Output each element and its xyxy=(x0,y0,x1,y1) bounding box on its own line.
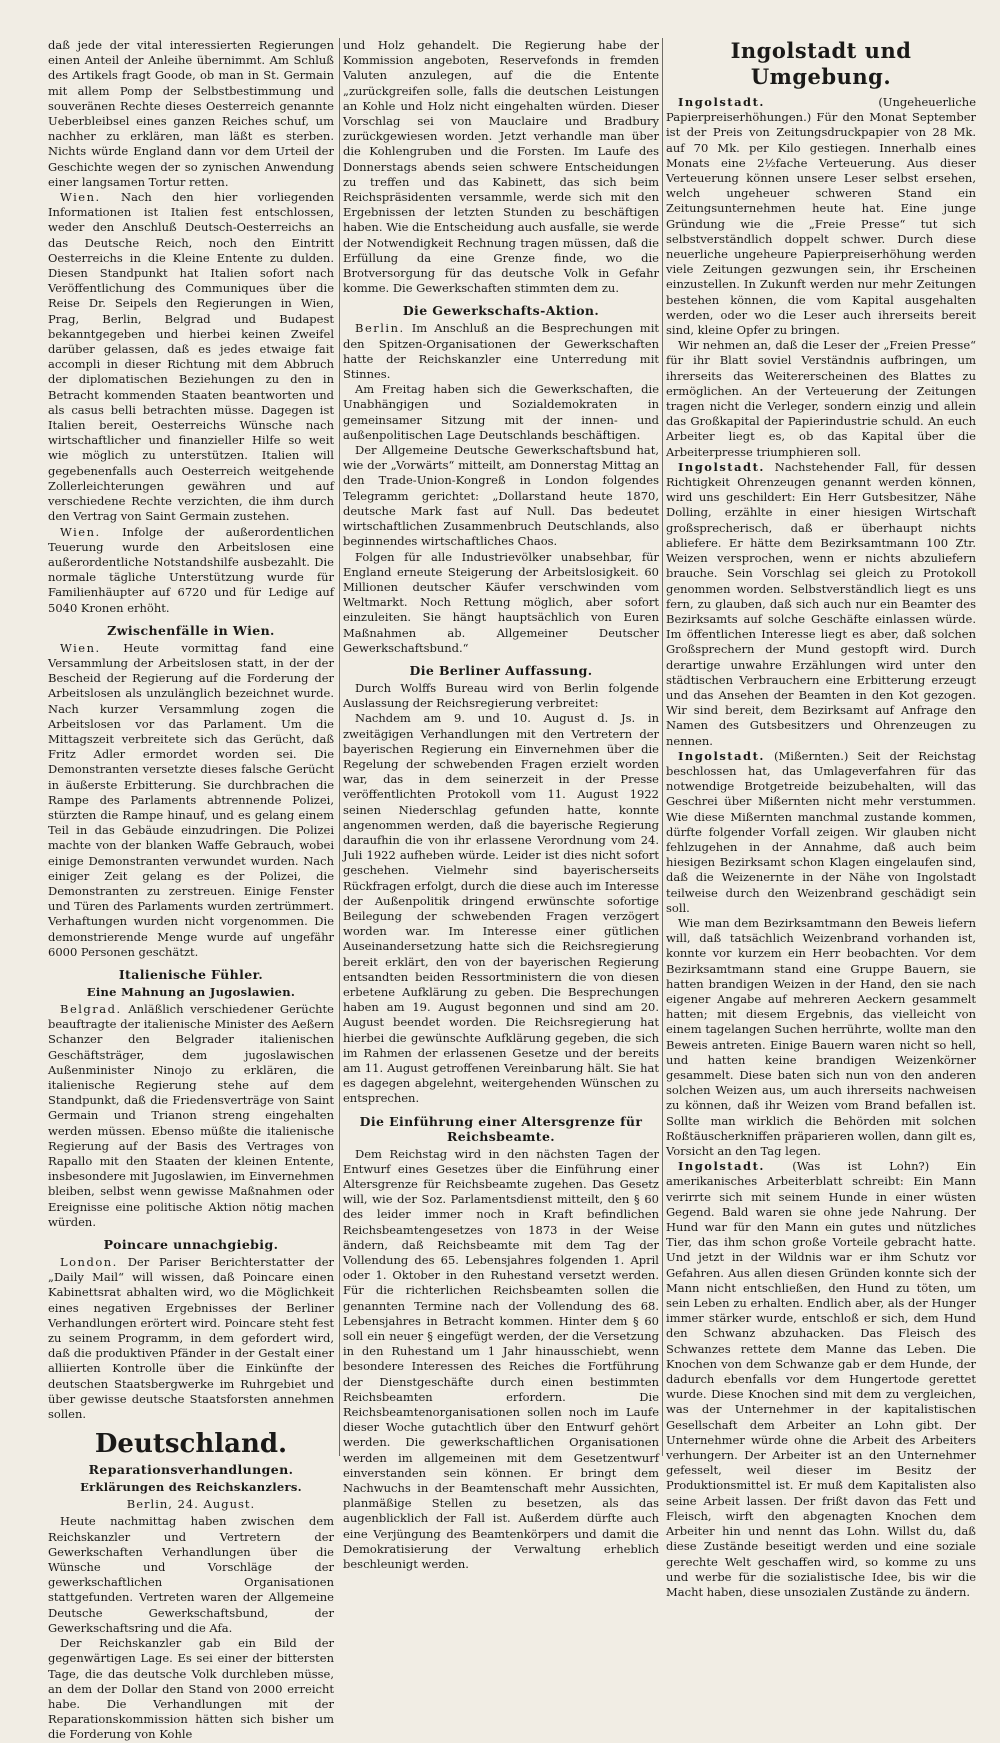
headline-gewerkschafts-aktion: Die Gewerkschafts-Aktion. xyxy=(402,303,600,319)
article-paragraph: Ingolstadt. (Mißernten.) Seit der Reichstag beschlossen hat, das Umlageverfahren für das notwendige Brotgetreide beizubehalten, will das Geschrei über Mißernten nicht mehr verstummen. Wie diese Mißernten manchmal zustande kommen, dürfte folgender Vorfall zeigen. Wir glauben nicht fehlzugehen in der Annahme, daß auch beim hiesigen Bezirksamt schon Klagen eingelaufen sind, daß die Weizenernte in der Nähe von Ingolstadt teilweise durch den Weizenbrand geschädigt sein soll. xyxy=(666,748,977,915)
article-paragraph: Belgrad. Anläßlich verschiedener Gerüchte beauftragte der italienische Minister des Aeßern Schanzer den Belgrader italienischen Geschäftsträger, dem jugoslawischen Außenminister Ninojo zu erklären, die italienische Regierung stehe auf dem Standpunkt, daß die Friedensverträge von Saint Germain und Trianon streng eingehalten werden müssen. Ebenso müßte die italienische Regierung auf der Basis des Vertrages von Rapallo mit den Staaten der kleinen Entente, insbesondere mit Jugoslawien, im Einvernehmen bleiben, selbst wenn gewisse Maßnahmen oder Ereignisse eine politische Aktion nötig machen würden. xyxy=(48,1001,334,1229)
article-paragraph: Wien. Infolge der außerordentlichen Teuerung wurde den Arbeitslosen eine außerordentliche Notstandshilfe ausbezahlt. Die normale tägliche Unterstützung wurde für Familienhäupter auf 6720 und für Ledige auf 5040 Kronen erhöht. xyxy=(48,524,334,615)
subheadline-mahnung: Eine Mahnung an Jugoslawien. xyxy=(86,984,296,999)
headline-italienische-fuehler: Italienische Fühler. xyxy=(118,966,264,982)
article-paragraph: Der Allgemeine Deutsche Gewerkschaftsbund hat, wie der „Vorwärts“ mitteilt, am Donnerstag Mittag an den Trade-Union-Kongreß in London folgendes Telegramm gerichtet: „Dollarstand heute 1870, deutsche Mark fast auf Null. Das bedeutet wirtschaftlichen Zusammenbruch Deutschlands, also beginnendes wirtschaftliches Chaos. xyxy=(343,443,659,549)
section-headline-deutschland: Deutschland. xyxy=(94,1429,288,1460)
headline-altersgrenze: Die Einführung einer Altersgrenze für Reichsbeamte. xyxy=(359,1113,643,1144)
article-paragraph: Folgen für alle Industrievölker unabsehbar, für England erneute Steigerung der Arbeitslosigkeit. 60 Millionen deutscher Käufer verschwinden vom Weltmarkt. Noch Rettung möglich, aber sofort einzuleiten. Sie hängt hauptsächlich von Euren Maßnahmen ab. Allgemeiner Deutscher Gewerkschaftsbund.“ xyxy=(343,549,659,655)
article-paragraph: Wie man dem Bezirksamtmann den Beweis liefern will, daß tatsächlich Weizenbrand vorhanden ist, konnte vor kurzem ein Herr beobachten. Vor dem Bezirksamtmann stand eine Gruppe Bauern, sie hatten brandigen Weizen in der Hand, den sie nach eigener Angabe auf mehreren Aeckern gesammelt hatten; mit diesem Ergebnis, das vielleicht von einem tagelangen Suchen herrührte, wollte man den Beweis antreten. Einige Bauern waren nicht so hell, und hatten keine brandigen Weizenkörner gesammelt. Diese baten sich nun von den anderen solchen Weizen aus, um auch ihrerseits nachweisen zu können, daß ihr Weizen vom Brand befallen ist. Sollte man wirklich die Behörden mit solchen Roßtäuscherkniffen präparieren wollen, dann gilt es, Vorsicht an den Tag legen. xyxy=(666,915,976,1159)
article-paragraph: Dem Reichstag wird in den nächsten Tagen der Entwurf eines Gesetzes über die Einführung einer Altersgrenze für Reichsbeamte zugehen. Das Gesetz will, wie der Soz. Parlamentsdienst mitteilt, den § 60 des leider immer noch in Kraft befindlichen Reichsbeamtengesetzes von 1873 in der Weise ändern, daß Reichsbeamte mit dem Tag der Vollendung des 65. Lebensjahres folgenden 1. April oder 1. Oktober in den Ruhestand versetzt werden. Für die richterlichen Reichsbeamten sollen die genannten Termine nach der Vollendung des 68. Lebensjahres in Betracht kommen. Hinter dem § 60 soll ein neuer § eingefügt werden, der die Versetzung in den Ruhestand um 1 Jahr hinausschiebt, wenn besondere Interessen des Reiches die Fortführung der Dienstgeschäfte durch einen bestimmten Reichsbeamten erfordern. Die Reichsbeamtenorganisationen sollen noch im Laufe dieser Woche gutachtlich über den Entwurf gehört werden. Die gewerkschaftlichen Organisationen werden im allgemeinen mit dem Gesetzentwurf einverstanden sein können. Er bringt dem Nachwuchs in der Beamtenschaft mehr Aussichten, planmäßige Stellen zu besetzen, als das augenblicklich der Fall ist. Außerdem dürfte auch eine Verjüngung des Beamtenkörpers und damit die Demokratisierung der Verwaltung erheblich beschleunigt werden. xyxy=(343,1146,659,1572)
column-rule xyxy=(662,38,663,1456)
article-paragraph: Heute nachmittag haben zwischen dem Reichskanzler und Vertretern der Gewerkschaften Verhandlungen über die Wünsche und Vorschläge der gewerkschaftlichen Organisationen stattgefunden. Vertreten waren der Allgemeine Deutsche Gewerkschaftsbund, der Gewerkschaftsring und die Afa. xyxy=(48,1514,334,1635)
article-paragraph: daß jede der vital interessierten Regierungen einen Anteil der Anleihe übernimmt. Am Schluß des Artikels fragt Goode, ob man in St. Germain mit allem Pomp der Selbstbestimmung und souveränen Rechte dieses Oesterreich genannte Ueberbleibsel eines ganzen Reiches schuf, um nachher zu erklären, man läßt es sterben. Nichts würde England dann vor dem Urteil der Geschichte wegen der so zynischen Anwendung einer langsamen Tortur retten. xyxy=(48,38,334,189)
article-paragraph: Wir nehmen an, daß die Leser der „Freien Presse“ für ihr Blatt soviel Verständnis aufbringen, um ihrerseits das Weitererscheinen des Blattes zu ermöglichen. An der Verteuerung der Zeitungen tragen nicht die Verleger, sondern einzig und allein das Großkapital der Papierindustrie schuld. An euch Arbeiter liegt es, ob das Kapital über die Arbeiterpresse triumphieren soll. xyxy=(666,338,976,459)
article-paragraph: Durch Wolffs Bureau wird von Berlin folgende Auslassung der Reichsregierung verbreitet: xyxy=(343,680,659,711)
article-paragraph: Berlin. Im Anschluß an die Besprechungen mit den Spitzen-Organisationen der Gewerkschaften hatte der Reichskanzler eine Unterredung mit Stinnes. xyxy=(343,321,659,382)
article-paragraph: Nachdem am 9. und 10. August d. Js. in zweitägigen Verhandlungen mit den Vertretern der bayerischen Regierung ein Einvernehmen über die Regelung der schwebenden Fragen erzielt worden war, das in dem seinerzeit in der Presse veröffentlichten Protokoll vom 11. August 1922 seinen Niederschlag gefunden hatte, konnte angenommen werden, daß die bayerische Regierung daraufhin die von ihr erlassene Verordnung vom 24. Juli 1922 aufheben würde. Leider ist dies nicht sofort geschehen. Vielmehr sind bayerischerseits Rückfragen erfolgt, durch die diese auch im Interesse der Außenpolitik dringend erwünschte sofortige Beilegung der schwebenden Fragen verzögert worden war. Im Interesse einer gütlichen Auseinandersetzung hatte sich die Reichsregierung bereit erklärt, den von der bayerischen Regierung entsandten beiden Ressortministern die von diesen erbetene Aufklärung zu geben. Die Besprechungen haben am 19. August begonnen und sind am 20. August beendet worden. Die Reichsregierung hat hierbei die gewünschte Aufklärung gegeben, die sich im Rahmen der erlassenen Gesetze und der bereits am 11. August getroffenen Vereinbarung hält. Sie hat es dagegen abgelehnt, weitergehenden Wünschen zu entsprechen. xyxy=(343,711,659,1106)
article-paragraph: Wien. Heute vormittag fand eine Versammlung der Arbeitslosen statt, in der der Bescheid der Regierung auf die Forderung der Arbeitslosen als unzulänglich bezeichnet wurde. Nach kurzer Versammlung zogen die Arbeitslosen vor das Parlament. Um die Mittagszeit verbreitete sich das Gerücht, daß Fritz Adler ermordet worden sei. Die Demonstranten versetzte dieses falsche Gerücht in äußerste Erbitterung. Sie durchbrachen die Rampe des Parlaments abtrennende Polizei, stürzten die Rampe hinauf, und es gelang einem Teil in das Gebäude einzudringen. Die Polizei machte von der blanken Waffe Gebrauch, wobei einige Demonstranten verwundet wurden. Nach einiger Zeit gelang es der Polizei, die Demonstranten zu zerstreuen. Einige Fenster und Türen des Parlaments wurden zertrümmert. Verhaftungen wurden nicht vorgenommen. Die demonstrierende Menge wurde auf ungefähr 6000 Personen geschätzt. xyxy=(48,640,334,959)
place-name: Wien. xyxy=(60,524,101,539)
place-name: Belgrad. xyxy=(60,1001,122,1016)
place-name: Ingolstadt. xyxy=(678,1159,765,1174)
article-paragraph: Ingolstadt. (Was ist Lohn?) Ein amerikanisches Arbeiterblatt schreibt: Ein Mann verirrte sich mit seinem Hunde in einer wüsten Gegend. Bald waren sie ohne jede Nahrung. Der Hund war für den Mann ein gutes und nützliches Tier, das ihm schon große Vorteile gebracht hatte. Und jetzt in der Wildnis war er ihm Schutz vor Gefahren. Aus allen diesen Gründen konnte sich der Mann nicht entschließen, den Hund zu töten, um sein Leben zu erhalten. Endlich aber, als der Hunger immer stärker wurde, entschloß er sich, dem Hund den Schwanz abzuhacken. Das Fleisch des Schwanzes rettete dem Manne das Leben. Die Knochen von dem Schwanze gab er dem Hunde, der dadurch ebenfalls vor dem Hungertode gerettet wurde. Diese Knochen sind mit dem zu vergleichen, was der Unternehmer in der kapitalistischen Gesellschaft dem Arbeiter an Lohn gibt. Der Unternehmer würde ohne die Arbeit des Arbeiters verhungern. Der Arbeiter ist an den Unternehmer gefesselt, weil dieser im Besitz der Produktionsmittel ist. Er muß dem Kapitalisten also seine Arbeit lassen. Der frißt davon das Fett und Fleisch, wirft den abgenagten Knochen dem Arbeiter hin und nennt das Lohn. Willst du, daß diese Zustände beseitigt werden und eine soziale gerechte Welt geschaffen wird, so komme zu uns und werbe für die sozialistische Idee, bis wir die Macht haben, diese unsozialen Zustände zu ändern. xyxy=(666,1159,976,1599)
place-name: London. xyxy=(60,1255,118,1270)
section-headline-ingolstadt: Ingolstadt und Umgebung. xyxy=(730,38,912,89)
column-right xyxy=(666,38,977,1599)
headline-poincare: Poincare unnachgiebig. xyxy=(103,1237,279,1253)
article-paragraph: Am Freitag haben sich die Gewerkschaften, die Unabhängigen und Sozialdemokraten in gemeinsamer Sitzung mit der innen- und außenpolitischen Lage Deutschlands beschäftigen. xyxy=(343,382,659,442)
column-middle xyxy=(343,38,659,1572)
article-paragraph: Ingolstadt. (Ungeheuerliche Papierpreiserhöhungen.) Für den Monat September ist der Preis von Zeitungsdruckpapier von 28 Mk. auf 70 Mk. per Kilo gestiegen. Innerhalb eines Monats eine 2½fache Verteuerung. Aus dieser Verteuerung können unsere Leser selbst ersehen, welch ungeheuer schweren Stand ein Zeitungsunternehmen heute hat. Eine junge Gründung wie die „Freie Presse“ tut sich selbstverständlich doppelt schwer. Durch diese neuerliche ungeheure Papierpreiserhöhung werden viele Zeitungen gezwungen sein, ihr Erscheinen einzustellen. In Zukunft werden nur mehr Zeitungen bestehen können, die vom Kapital ausgehalten werden, oder wo die Leser auch ihrerseits bereit sind, kleine Opfer zu bringen. xyxy=(666,95,976,338)
headline-reparationsverhandlungen: Reparationsverhandlungen. xyxy=(88,1462,294,1478)
headline-zwischenfaelle: Zwischenfälle in Wien. xyxy=(107,622,275,638)
headline-berliner-auffassung: Die Berliner Auffassung. xyxy=(409,662,593,678)
place-name: Wien. xyxy=(60,640,101,655)
place-name: Berlin. xyxy=(355,321,405,336)
article-paragraph: und Holz gehandelt. Die Regierung habe der Kommission angeboten, Reservefonds in fremden Valuten anzulegen, auf die die Entente „zurückgreifen solle, falls die deutschen Leistungen an Kohle und Holz nicht eingehalten würden. Dieser Vorschlag sei von Mauclaire und Bradbury zurückgewiesen worden. Jetzt verhandle man über die Kohlengruben und die Forsten. Im Laufe des Donnerstags abends seien schwere Entscheidungen zu treffen und das Kabinett, das sich beim Reichspräsidenten versammle, werde sich mit den Ergebnissen der letzten Stunden zu beschäftigen haben. Wie die Entscheidung auch ausfalle, sie werde der Notwendigkeit Rechnung tragen müssen, daß die Erfüllung da eine Grenze finde, wo die Brotversorgung für das deutsche Volk in Gefahr komme. Die Gewerkschaften stimmten dem zu. xyxy=(343,38,659,296)
article-paragraph: Der Reichskanzler gab ein Bild der gegenwärtigen Lage. Es sei einer der bittersten Tage, die das deutsche Volk durchleben müsse, an dem der Dollar den Stand von 2000 erreicht habe. Die Verhandlungen mit der Reparationskommission hätten sich bisher um die Forderung von Kohle xyxy=(48,1636,334,1742)
article-paragraph: Ingolstadt. Nachstehender Fall, für dessen Richtigkeit Ohrenzeugen genannt werden können, wird uns geschildert: Ein Herr Gutsbesitzer, Nähe Dolling, erzählte in einer hiesigen Wirtschaft großsprecherisch, daß er überhaupt nichts abliefere. Er hätte dem Bezirksamtmann 100 Ztr. Weizen versprochen, wenn er nichts abzuliefern brauche. Sein Vorschlag sei gleich zu Protokoll genommen worden. Selbstverständlich liegt es uns fern, zu glauben, daß sich auch nur ein Beamter des Bezirksamts auf solche Geschäfte einlassen würde. Im öffentlichen Interesse liegt es aber, daß solchen Großsprechern der Mund gestopft wird. Durch derartige unwahre Erzählungen wird unter den städtischen Verbrauchern eine Erbitterung erzeugt und das Ansehen der Beamten in den Kot gezogen. Wir sind bereit, dem Bezirksamt auf Anfrage den Namen des Gutsbesitzers und Ohrenzeugen zu nennen. xyxy=(666,459,976,748)
place-name: Ingolstadt. xyxy=(678,95,765,109)
place-name: Ingolstadt. xyxy=(678,459,765,474)
article-paragraph: London. Der Pariser Berichterstatter der „Daily Mail“ will wissen, daß Poincare einen Kabinettsrat abhalten wird, wo die Möglichkeit eines negativen Ergebnisses der Berliner Verhandlungen erörtert wird. Poincare steht fest zu seinem Programm, in dem gefordert wird, daß die produktiven Pfänder in der Gestalt einer alliierten Kontrolle über die Einkünfte der deutschen Staatsbergwerke im Ruhrgebiet und über gewisse deutsche Staatsforsten annehmen sollen. xyxy=(48,1255,335,1422)
column-rule xyxy=(339,38,340,1456)
article-paragraph: Wien. Nach den hier vorliegenden Informationen ist Italien fest entschlossen, weder den Anschluß Deutsch-Oesterreichs an das Deutsche Reich, noch den Eintritt Oesterreichs in die Kleine Entente zu dulden. Diesen Standpunkt hat Italien sofort nach Veröffentlichung des Communiques über die Reise Dr. Seipels den Regierungen in Wien, Prag, Berlin, Belgrad und Budapest bekanntgegeben und hierbei keinen Zweifel darüber gelassen, daß es jedes etwaige fait accompli in dieser Richtung mit dem Abbruch der diplomatischen Beziehungen zu den in Betracht kommenden Staaten beantworten und als casus belli betrachten müsse. Dagegen ist Italien bereit, Oesterreichs Wünsche nach wirtschaftlicher und finanzieller Hilfe so weit wie möglich zu unterstützen. Italien will gegebenenfalls auch Oesterreich weitgehende Zollerleichterungen gewähren und auf verschiedene Rechte verzichten, die ihm durch den Vertrag von Saint Germain zustehen. xyxy=(48,190,334,524)
subheadline-erklaerungen: Erklärungen des Reichskanzlers. xyxy=(80,1480,302,1495)
place-name: Ingolstadt. xyxy=(678,748,765,763)
column-left xyxy=(48,38,335,1742)
place-name: Wien. xyxy=(60,190,101,205)
dateline: Berlin, 24. August. xyxy=(126,1497,256,1512)
